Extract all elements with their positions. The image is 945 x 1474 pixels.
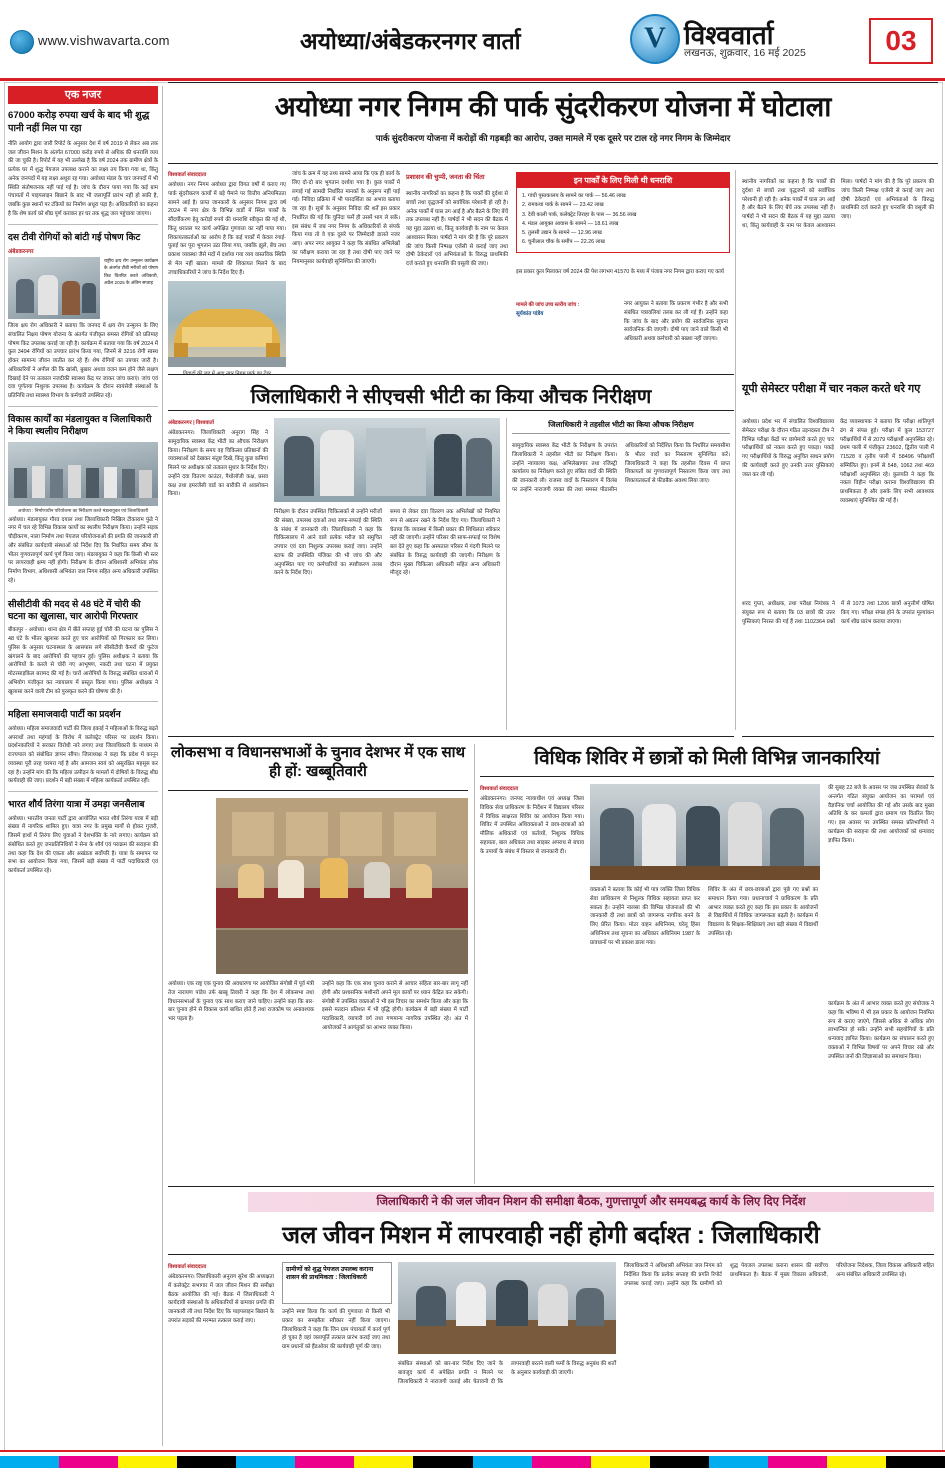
- lead-byline: विश्ववार्ता संवाददाता: [168, 172, 207, 178]
- cmyk-swatch: [413, 1456, 472, 1468]
- quote-label: मामले की जांच उच्च स्तरीय जांच :: [516, 302, 580, 308]
- chc-headline: जिलाधिकारी ने सीएचसी भीटी का किया औचक निरीक्षण: [250, 386, 652, 408]
- cmyk-swatch: [768, 1456, 827, 1468]
- exam-headline: यूपी सेमेस्टर परीक्षा में चार नकल करते धरे गए: [742, 383, 921, 395]
- lead-col-2: जांच के क्रम में यह तथ्य सामने आया कि एक ही कार्य के लिए दो-दो बार भुगतान दर्शाया गया है। कुछ पार्कों में लगाई गई सामग्री निर्धारित मानकों के अनुरूप नहीं पाई गई। निविदा प्रक्रिया में भी पारदर्शिता का अभाव बताया जा रहा है। सूत्रों के अनुसार निविदा की शर्तें इस प्रकार निर्धारित की गईं कि चुनिंदा फर्में ही उसमें भाग ले सकें। इस संबंध में जब नगर निगम के अधिकारियों से संपर्क किया गया तो वे एक दूसरे पर जिम्मेदारी डालते नजर आए। अपर नगर आयुक्त ने कहा कि संबंधित अभिलेखों का परीक्षण कराया जा रहा है तथा दोषी पाए जाने पर नियमानुसार कार्यवाही सुनिश्चित की जाएगी।: [292, 171, 400, 265]
- jjm-band: जिलाधिकारी ने की जल जीवन मिशन की समीक्षा बैठक, गुणत्तापूर्ण और समयबद्ध कार्य के लिए दिए निर्देश: [248, 1192, 934, 1212]
- amount-box-title: इन पार्कों के लिए मिली थी धनराशि: [517, 173, 729, 188]
- rail-headline-3: विकास कार्यों का मंडलायुक्त व जिलाधिकारी ने किया स्थलीय निरीक्षण: [8, 413, 152, 437]
- chc-photo: [274, 418, 500, 502]
- chc-byline: अंबेडकरनगर | विश्ववार्ता: [168, 420, 214, 426]
- logo-letter-icon: V: [630, 14, 680, 64]
- legalcamp-photo: [590, 784, 820, 880]
- rail-headline-1: 67000 करोड़ रुपया खर्च के बाद भी शुद्ध पानी नहीं मिल पा रहा: [8, 110, 150, 134]
- tehsil-subhead: जिलाधिकारी ने तहसील भीटी का किया औचक निरीक्षण: [512, 420, 730, 434]
- chc-col-1: अंबेडकरनगर। जिलाधिकारी अनुराग सिंह ने सामुदायिक स्वास्थ्य केंद्र भीटी का औचक निरीक्षण किया। निरीक्षण के समय वह चिकित्सा प्रतिष्ठानों की व्यवस्थाओं को देखकर संतुष्ट दिखे, किंतु कुछ कमियां मिलने पर अधीक्षक को तत्काल सुधार के निर्देश दिए। उन्होंने दवा वितरण काउंटर, पैथोलॉजी कक्ष, प्रसव कक्ष तथा इमरजेंसी वार्ड का बारीकी से अवलोकन किया।: [168, 430, 268, 498]
- election-headline: लोकसभा व विधानसभाओं के चुनाव देशभर में एक साथ ही हों: खब्बूतिवारी: [170, 744, 466, 780]
- rail-headline-6: भारत शौर्य तिरंगा यात्रा में उमड़ा जनसैलाब: [8, 799, 145, 810]
- footer-rule: [0, 1450, 945, 1452]
- jjm-photo: [398, 1262, 616, 1354]
- election-photo: [216, 798, 468, 974]
- jjm-byline: विश्ववार्ता संवाददाता: [168, 1264, 207, 1270]
- amount-item: 1. गांधी पुस्तकालय के सामने का पार्क — 56.46 लाख: [522, 193, 626, 199]
- globe-icon: [10, 30, 34, 54]
- lead-headline-block: [168, 88, 938, 144]
- cmyk-swatch: [650, 1456, 709, 1468]
- rail-headline-2: दस टीवी रोगियों को बांटी गई पोषण किट: [8, 231, 141, 242]
- jjm-col-3: संबंधित संस्थाओं को बार-बार निर्देश दिए जाने के बावजूद कार्य में अपेक्षित प्रगति न मिलने पर जिलाधिकारी ने नाराजगी जताई और चेतावनी दी कि लापरवाही बरतने वाली फर्मों के विरुद्ध अनुबंध की शर्तों के अनुसार कार्यवाही की जाएगी।: [398, 1361, 616, 1385]
- jjm-col-2: उन्होंने स्पष्ट किया कि कार्य की गुणवत्ता से किसी भी प्रकार का समझौता स्वीकार नहीं किया जाएगा। जिलाधिकारी ने कहा कि जिन ग्राम पंचायतों में कार्य पूर्ण हो चुका है वहां जलापूर्ति तत्काल प्रारंभ कराई जाए तथा ग्राम प्रधानों को हैंडओवर की कार्यवाही पूर्ण की जाए।: [282, 1309, 390, 1350]
- lead-deck: पार्क सुंदरीकरण योजना में करोड़ों की गड़बड़ी का आरोप, उक्त मामले में एक दूसरे पर टाल रहे नगर निगम के जिम्मेदार: [375, 133, 731, 143]
- jjm-side-box-text: ग्रामीणों को शुद्ध पेयजल उपलब्ध कराना शासन की प्राथमिकता : जिलाधिकारी: [286, 1266, 374, 1282]
- legalcamp-col-3: शिविर के अंत में छात्र-छात्राओं द्वारा पूछे गए प्रश्नों का समाधान किया गया। प्रधानाचार्य ने प्राधिकरण के प्रति आभार व्यक्त करते हुए कहा कि इस प्रकार के आयोजनों से विद्यार्थियों में विधिक जागरूकता बढ़ती है। कार्यक्रम में विद्यालय के शिक्षक-शिक्षिकाएं तथा बड़ी संख्या में विद्यार्थी उपस्थित रहे।: [708, 887, 818, 937]
- cmyk-swatch: [354, 1456, 413, 1468]
- amount-item: 5. तुलसी उद्यान के सामने — 12.96 लाख: [522, 230, 602, 237]
- amount-box: [516, 172, 730, 253]
- cmyk-swatch: [295, 1456, 354, 1468]
- rail-body-5: अयोध्या। महिला समाजवादी पार्टी की जिला इकाई ने महिलाओं के विरुद्ध बढ़ते अपराधों तथा महंगाई के विरोध में कलेक्ट्रेट परिसर पर प्रदर्शन किया। प्रदर्शनकारियों ने सरकार विरोधी नारे लगाए तथा जिलाधिकारी के माध्यम से राज्यपाल को संबोधित ज्ञापन सौंपा। जिलाध्यक्ष ने कहा कि प्रदेश में कानून व्यवस्था पूरी तरह चरमरा गई है और आमजन स्वयं को असुरक्षित महसूस कर रहा है। उन्होंने मांग की कि महिला उत्पीड़न के मामलों में दोषियों के विरुद्ध शीघ्र कार्यवाही की जाए। प्रदर्शन में बड़ी संख्या में महिला कार्यकर्ता उपस्थित रहीं।: [8, 725, 158, 785]
- rail-body-6: अयोध्या। भारतीय जनता पार्टी द्वारा आयोजित भारत शौर्य तिरंगा यात्रा में बड़ी संख्या में नागरिक शामिल हुए। यात्रा नगर के प्रमुख मार्गों से होकर गुजरी, जिसमें हाथों में तिरंगा लिए युवाओं ने देशभक्ति के नारे लगाए। कार्यक्रम को संबोधित करते हुए जनप्रतिनिधियों ने सेना के शौर्य एवं पराक्रम की सराहना की तथा कहा कि देश की एकता और अखंडता सर्वोपरि है। यात्रा के समापन पर सभा का आयोजन किया गया, जिसमें बड़ी संख्या में पार्टी पदाधिकारी एवं कार्यकर्ता उपस्थित रहे।: [8, 815, 158, 875]
- rail-label: एक नजर: [8, 86, 158, 104]
- legalcamp-col-1: अंबेडकरनगर। जनपद न्यायाधीश एवं अध्यक्ष जिला विधिक सेवा प्राधिकरण के निर्देशन में विद्यालय परिसर में विधिक साक्षरता शिविर का आयोजन किया गया। शिविर में उपस्थित अधिवक्ताओं ने छात्र-छात्राओं को मौलिक अधिकारों एवं कर्तव्यों, निशुल्क विधिक सहायता, बाल अधिकार तथा साइबर अपराध से बचाव के उपायों के संबंध में विस्तार से जानकारी दी।: [480, 796, 584, 855]
- lead-subhead: प्रशासन की चुप्पी, जनता की चिंता: [406, 174, 485, 181]
- cmyk-swatch: [709, 1456, 768, 1468]
- amount-item: 4. मंडल आयुक्त आवास के सामने — 18.61 लाख: [522, 220, 619, 227]
- rail-photo-3: [8, 442, 158, 506]
- site-url[interactable]: www.vishwavarta.com: [38, 33, 170, 48]
- lead-right-col-1: स्थानीय नागरिकों का कहना है कि पार्कों की दुर्दशा से बच्चों तथा वृद्धजनों को सर्वाधिक परेशानी हो रही है। अनेक पार्कों में घास उग आई है और बैठने के लिए बेंचें तक उपलब्ध नहीं हैं। पार्षदों ने भी सदन की बैठक में यह मुद्दा उठाया था, किंतु कार्यवाही के नाम पर केवल आश्वासन मिला। पार्षदों ने मांग की है कि पूरे प्रकरण की जांच किसी निष्पक्ष एजेंसी से कराई जाए तथा दोषी ठेकेदारों एवं अभियंताओं के विरुद्ध प्राथमिकी दर्ज कराते हुए धनराशि की वसूली की जाए।: [742, 179, 934, 229]
- rail-kicker-2: अंबेडकरनगर: [8, 249, 34, 256]
- lead-photo: [168, 281, 286, 367]
- legalcamp-headline: विधिक शिविर में छात्रों को मिली विभिन्न जानकारियां: [534, 748, 880, 769]
- rail-body-1: नीति आयोग द्वारा जारी रिपोर्ट के अनुसार देश में वर्ष 2019 से लेकर अब तक जल जीवन मिशन के अंतर्गत 67000 करोड़ रुपये से अधिक की धनराशि व्यय की जा चुकी है। रिपोर्ट में यह भी उल्लेख है कि वर्ष 2024 तक ग्रामीण क्षेत्रों के प्रत्येक घर में शुद्ध पेयजल उपलब्ध कराने का लक्ष्य तय किया गया था, किंतु अनेक जनपदों में यह लक्ष्य अधूरा रह गया। अयोध्या मंडल के चार जनपदों में भी स्थिति संतोषजनक नहीं पाई गई है। जांच के दौरान पाया गया कि कई ग्राम पंचायतों में पाइपलाइन बिछाने के बाद भी जलापूर्ति प्रारंभ नहीं हो सकी है, जबकि कुछ स्थानों पर टंकियों का निर्माण अधूरा पड़ा है। अधिकारियों का कहना है कि शेष कार्य को शीघ्र पूर्ण कराकर हर घर तक शुद्ध जल पहुंचाया जाएगा।: [8, 140, 158, 217]
- rail-body-3: अयोध्या। मंडलायुक्त गौरव दयाल तथा जिलाधिकारी निखिल टीकाराम फुंडे ने नगर में चल रहे विभिन्न विकास कार्यों का स्थलीय निरीक्षण किया। उन्होंने सड़क चौड़ीकरण, नाला निर्माण तथा पेयजल परियोजनाओं की प्रगति की जानकारी ली और संबंधित कार्यदायी संस्थाओं को निर्देश दिए कि निर्धारित समय सीमा के भीतर गुणवत्तापूर्ण कार्य पूर्ण किया जाए। मंडलायुक्त ने कहा कि किसी भी स्तर पर लापरवाही क्षम्य नहीं होगी। निरीक्षण के दौरान अधिशासी अभियंता लोक निर्माण विभाग, अधिशासी अभियंता जल निगम सहित अन्य अधिकारी उपस्थित रहे।: [8, 516, 158, 584]
- lead-col-1: अयोध्या। नगर निगम अयोध्या द्वारा विगत वर्षों में कराए गए पार्क सुंदरीकरण कार्यों में बड़े पैमाने पर वित्तीय अनियमितता सामने आई है। प्राप्त जानकारी के अनुसार निगम द्वारा वर्ष 2024 में नगर क्षेत्र के विभिन्न वार्डों में स्थित पार्कों के सौंदर्यीकरण हेतु करोड़ों रुपये की धनराशि स्वीकृत की गई थी, किंतु धरातल पर कार्य अपेक्षित गुणवत्ता का नहीं पाया गया। शिकायतकर्ताओं का आरोप है कि कई पार्कों में केवल रंगाई-पुताई कर पूरा भुगतान उठा लिया गया, जबकि झूले, बेंच तथा प्रकाश व्यवस्था जैसे मदों में दर्शाया गया व्यय वास्तविक स्थिति से मेल नहीं खाता। मामले की शिकायत मिलने के बाद उच्चाधिकारियों ने जांच के निर्देश दिए हैं।: [168, 182, 286, 276]
- legalcamp-byline: विश्ववार्ता संवाददाता: [480, 786, 519, 792]
- cmyk-swatch: [473, 1456, 532, 1468]
- cmyk-swatch: [118, 1456, 177, 1468]
- rail-body-4: बीकापुर - अयोध्या। थाना क्षेत्र में बीते सप्ताह हुई चोरी की घटना का पुलिस ने 48 घंटे के भीतर खुलासा करते हुए चार आरोपियों को गिरफ्तार कर लिया। पुलिस के अनुसार घटनास्थल के आसपास लगे सीसीटीवी कैमरों की फुटेज खंगालने के बाद आरोपियों की पहचान हुई। पुलिस अधीक्षक ने बताया कि आरोपियों के कब्जे से चोरी गए आभूषण, नकदी तथा घटना में प्रयुक्त मोटरसाइकिल बरामद की गई है। चारों आरोपियों के विरुद्ध संबंधित धाराओं में अभियोग पंजीकृत कर न्यायालय में प्रस्तुत किया गया। पुलिस अधीक्षक ने खुलासा करने वाली टीम को पुरस्कृत करने की घोषणा की है।: [8, 627, 158, 695]
- right-rail-col-2: कार्यक्रम के अंत में आभार व्यक्त करते हुए संयोजक ने कहा कि भविष्य में भी इस प्रकार के आयोजन नियमित रूप से कराए जाएंगे, जिससे अधिक से अधिक लोग लाभान्वित हो सकें। उन्होंने सभी सहयोगियों के प्रति धन्यवाद ज्ञापित किया। कार्यक्रम का संचालन करते हुए वक्ताओं ने विभिन्न विषयों पर अपने विचार रखे और उपस्थित जनों की जिज्ञासाओं का समाधान किया।: [828, 1001, 934, 1060]
- left-rail: [8, 86, 158, 876]
- section-title: अयोध्या/अंबेडकरनगर वार्ता: [300, 28, 521, 54]
- newspaper-logo: [630, 14, 860, 66]
- rail-photo-caption-2: राष्ट्रीय क्षय रोग उन्मूलन कार्यक्रम के अंतर्गत टीबी मरीजों को पोषण किट वितरित करते अधिकारी, अप्रैल 2025 के अंतिम सप्ताह: [104, 258, 158, 286]
- rail-headline-4: सीसीटीवी की मदद से 48 घंटे में चोरी की घटना का खुलासा, चार आरोपी गिरफ्तार: [8, 598, 141, 622]
- right-rail-col-1: की सुबह 22 बजे के अवसर पर जब उपस्थित सेवकों के अन्तर्गत गठित संयुक्त आयोजन का परामर्श एवं वैज्ञानिक चर्चा आयोजित की गई और उसके बाद मुख्य अतिथि के कर कमलों द्वारा प्रमाण पत्र वितरित किए गए। इस अवसर पर उपस्थित समस्त प्रतिभागियों ने कार्यक्रम की सराहना की तथा आयोजकों को धन्यवाद ज्ञापित किया।: [828, 785, 934, 844]
- rail-body-2: जिला क्षय रोग अधिकारी ने बताया कि जनपद में क्षय रोग उन्मूलन के लिए संचालित निक्षय पोषण योजना के अंतर्गत पंजीकृत समस्त रोगियों को प्रतिमाह पोषण किट उपलब्ध कराई जा रही है। कार्यक्रम में बताया गया कि वर्ष 2024 में कुल 3494 रोगियों का उपचार प्रारंभ किया गया, जिनमें से 3216 रोगी स्वस्थ होकर सामान्य जीवन व्यतीत कर रहे हैं। शेष रोगियों का उपचार जारी है। अधिकारियों ने अपील की कि खांसी, बुखार अथवा वजन कम होने जैसे लक्षण दिखाई देने पर तत्काल नजदीकी स्वास्थ्य केंद्र पर जाकर जांच कराएं। जांच एवं दवा पूर्णतया निशुल्क उपलब्ध है। कार्यक्रम के दौरान स्वयंसेवी संस्थाओं के प्रतिनिधि तथा स्वास्थ्य विभाग के कर्मचारी उपस्थित रहे।: [8, 323, 158, 400]
- lead-headline: अयोध्या नगर निगम की पार्क सुंदरीकरण योजना में घोटाला: [274, 91, 832, 122]
- rail-photo-2: [8, 257, 100, 319]
- masthead: [0, 0, 945, 81]
- amount-item: 2. रामकथा पार्क के सामने — 23.42 लाख: [522, 202, 604, 209]
- exam-col-2: केंद्र व्यवस्थापक ने बताया कि परीक्षा शांतिपूर्ण ढंग से संपन्न हुई। परीक्षा में कुल 153727 परीक्षार्थियों में से 2079 परीक्षार्थी अनुपस्थित रहे। प्रथम पाली में पंजीकृत 23602, द्वितीय पाली में 71528 व तृतीय पाली में 58496 परीक्षार्थी सम्मिलित हुए। इनमें से 548, 1062 तथा 469 परीक्षार्थी अनुपस्थित रहे। कुलपति ने कहा कि नकल विहीन परीक्षा कराना विश्वविद्यालय की प्राथमिकता है और इसके लिए सभी आवश्यक व्यवस्थाएं सुनिश्चित की गई हैं।: [840, 419, 934, 504]
- cmyk-swatch: [59, 1456, 118, 1468]
- amount-item: 3. देवी काली पार्क, कलेक्ट्रेट तिराहा के पास — 36.56 लाख: [522, 211, 637, 218]
- cmyk-swatch: [236, 1456, 295, 1468]
- election-col-2: उन्होंने कहा कि एक साथ चुनाव कराने से आचार संहिता बार-बार लागू नहीं होगी और प्रशासनिक मशीनरी अपने मूल कार्यों पर ध्यान केंद्रित कर सकेगी। संगोष्ठी में उपस्थित वक्ताओं ने भी इस विचार का समर्थन किया और कहा कि इससे मतदान प्रतिशत में भी वृद्धि होगी। कार्यक्रम में बड़ी संख्या में पार्टी पदाधिकारी, व्यापारी वर्ग तथा गणमान्य नागरिक उपस्थित रहे। अंत में आयोजकों ने आगंतुकों का आभार व्यक्त किया।: [322, 981, 468, 1031]
- legalcamp-col-2: वक्ताओं ने बताया कि कोई भी पात्र व्यक्ति जिला विधिक सेवा प्राधिकरण से निशुल्क विधिक सहायता प्राप्त कर सकता है। उन्होंने नालसा की विभिन्न योजनाओं की भी जानकारी दी तथा छात्रों को जागरूक नागरिक बनने के लिए प्रेरित किया। मोटर वाहन अधिनियम, घरेलू हिंसा अधिनियम तथा सूचना का अधिकार अधिनियम 1987 के प्रावधानों पर भी प्रकाश डाला गया।: [590, 887, 700, 946]
- cmyk-swatch: [0, 1456, 59, 1468]
- cmyk-swatch: [886, 1456, 945, 1468]
- chc-col-4: सामुदायिक स्वास्थ्य केंद्र भीटी के निरीक्षण के उपरांत जिलाधिकारी ने तहसील भीटी का निरीक्षण किया। उन्होंने न्यायालय कक्ष, अभिलेखागार तथा रजिस्ट्री कार्यालय का निरीक्षण करते हुए लंबित वादों की स्थिति की जानकारी ली। राजस्व वादों के निस्तारण में विलंब पर उन्होंने नाराजगी व्यक्त की तथा समस्त पीठासीन अधिकारियों को निर्देशित किया कि निर्धारित समयसीमा के भीतर वादों का निस्तारण सुनिश्चित करें। जिलाधिकारी ने कहा कि तहसील दिवस में प्राप्त शिकायतों का गुणवत्तापूर्ण निस्तारण किया जाए तथा शिकायतकर्ता से फीडबैक अवश्य लिया जाए।: [512, 443, 730, 493]
- cmyk-swatch: [532, 1456, 591, 1468]
- rail-headline-5: महिला समाजवादी पार्टी का प्रदर्शन: [8, 709, 121, 720]
- lead-col-3: स्थानीय नागरिकों का कहना है कि पार्कों की दुर्दशा से बच्चों तथा वृद्धजनों को सर्वाधिक परेशानी हो रही है। अनेक पार्कों में घास उग आई है और बैठने के लिए बेंचें तक उपलब्ध नहीं हैं। पार्षदों ने भी सदन की बैठक में यह मुद्दा उठाया था, किंतु कार्यवाही के नाम पर केवल आश्वासन मिला। पार्षदों ने मांग की है कि पूरे प्रकरण की जांच किसी निष्पक्ष एजेंसी से कराई जाए तथा दोषी ठेकेदारों एवं अभियंताओं के विरुद्ध प्राथमिकी दर्ज कराते हुए धनराशि की वसूली की जाए।: [406, 191, 508, 267]
- exam-col-1: अयोध्या। प्रदेश भर में संचालित विश्वविद्यालय सेमेस्टर परीक्षा के दौरान गठित उड़नदस्ता टीम ने विभिन्न परीक्षा केंद्रों पर छापेमारी करते हुए चार परीक्षार्थियों को नकल करते हुए पकड़ा। पकड़े गए परीक्षार्थियों के विरुद्ध अनुचित साधन प्रयोग की कार्यवाही करते हुए उनकी उत्तर पुस्तिकाएं जब्त कर ली गईं।: [742, 419, 834, 478]
- chc-col-2: निरीक्षण के दौरान उपस्थित चिकित्सकों से उन्होंने मरीजों की संख्या, उपलब्ध दवाओं तथा साफ-सफाई की स्थिति के संबंध में जानकारी ली। जिलाधिकारी ने कहा कि चिकित्सालय में आने वाले प्रत्येक मरीज को समुचित उपचार एवं दवा निशुल्क उपलब्ध कराई जाए। उन्होंने स्टाफ की उपस्थिति पंजिका की भी जांच की और अनुपस्थित पाए गए कर्मचारियों का स्पष्टीकरण तलब करने के निर्देश दिए।: [274, 509, 382, 577]
- chc-col-3: समय से लेकर दवा वितरण तक अभिलेखों को नियमित रूप से अद्यतन रखने के निर्देश दिए गए। जिलाधिकारी ने चेताया कि व्यवस्था में किसी प्रकार की शिथिलता स्वीकार नहीं की जाएगी। उन्होंने परिसर की साफ-सफाई पर विशेष बल देते हुए कहा कि अस्पताल परिसर में गंदगी मिलने पर संबंधित के विरुद्ध कार्यवाही की जाएगी। निरीक्षण के दौरान मुख्य चिकित्सा अधिकारी सहित अन्य अधिकारी मौजूद रहे।: [390, 509, 500, 577]
- amount-box-note: इस प्रकार कुल मिलाकर वर्ष 2024 की पेश लगभग 41570 के मध्य में पंजाब नगर निगम द्वारा कराए गए कार्य: [516, 269, 724, 275]
- quote-text: नगर आयुक्त ने बताया कि प्रकरण गंभीर है और सभी संबंधित पत्रावलियां तलब कर ली गई हैं। उन्होंने कहा कि जांच के बाद और प्रयोग की सार्वजनिक सूचना सार्वजनिक की जाएगी। दोषी पाए जाने वाले किसी भी अधिकारी अथवा कर्मचारी को बख्शा नहीं जाएगा।: [624, 301, 728, 342]
- rail-caption-3: अयोध्या : निर्माणाधीन परियोजना का निरीक्षण करते मंडलायुक्त एवं जिलाधिकारी: [17, 507, 149, 513]
- cmyk-strip: [0, 1456, 945, 1468]
- amount-item: 6. चुनीलाल चौक के समीप — 22.26 लाख: [522, 239, 605, 246]
- jjm-col-4: जिलाधिकारी ने अधिशासी अभियंता जल निगम को निर्देशित किया कि प्रत्येक सप्ताह की प्रगति रिपोर्ट उपलब्ध कराई जाए। उन्होंने कहा कि ग्रामीणों को शुद्ध पेयजल उपलब्ध कराना शासन की सर्वोच्च प्राथमिकता है। बैठक में मुख्य विकास अधिकारी, परियोजना निदेशक, जिला विकास अधिकारी सहित अन्य संबंधित अधिकारी उपस्थित रहे।: [624, 1263, 934, 1287]
- logo-dateline: लखनऊ, शुक्रवार, 16 मई 2025: [684, 47, 806, 59]
- election-col-1: अयोध्या। एक राष्ट्र एक चुनाव की अवधारणा पर आयोजित संगोष्ठी में पूर्व मंत्री तेज नारायण पांडेय उर्फ खब्बू तिवारी ने कहा कि देश में लोकसभा तथा विधानसभाओं के चुनाव एक साथ कराए जाने चाहिए। उन्होंने कहा कि बार-बार चुनाव होने से विकास कार्य बाधित होते हैं तथा राजकोष पर अनावश्यक भार पड़ता है।: [168, 981, 314, 1022]
- cmyk-swatch: [177, 1456, 236, 1468]
- jjm-headline: जल जीवन मिशन में लापरवाही नहीं होगी बर्दाश्त : जिलाधिकारी: [282, 1222, 820, 1249]
- page-number: 03: [869, 18, 933, 64]
- logo-wordmark: विश्ववार्ता: [684, 20, 774, 50]
- jjm-col-1: अंबेडकरनगर। जिलाधिकारी अनुराग सुरेश की अध्यक्षता में कलेक्ट्रेट सभागार में जल जीवन मिशन की समीक्षा बैठक आयोजित की गई। बैठक में जिलाधिकारी ने कार्यदायी संस्थाओं के अधिकारियों से ग्रामवार प्रगति की जानकारी ली तथा निर्देश दिए कि पाइपलाइन बिछाने के उपरांत सड़कों की मरम्मत तत्काल कराई जाए।: [168, 1274, 274, 1324]
- quote-speaker: सूर्यकांत पांडेय: [516, 311, 544, 317]
- cmyk-swatch: [591, 1456, 650, 1468]
- cmyk-swatch: [827, 1456, 886, 1468]
- exam-col-3: शरद गुप्ता, अधीक्षक, तथा परीक्षा नियंत्रक ने संयुक्त रूप से बताया कि 03 छात्रों की उत्तर पुस्तिकाएं निरस्त की गई हैं तथा 1102364 प्रश्नों में से 1073 तथा 1206 छात्रों अनुत्तीर्ण घोषित किए गए। परीक्षा संपन्न होने के उपरांत मूल्यांकन कार्य शीघ्र प्रारंभ कराया जाएगा।: [742, 601, 934, 625]
